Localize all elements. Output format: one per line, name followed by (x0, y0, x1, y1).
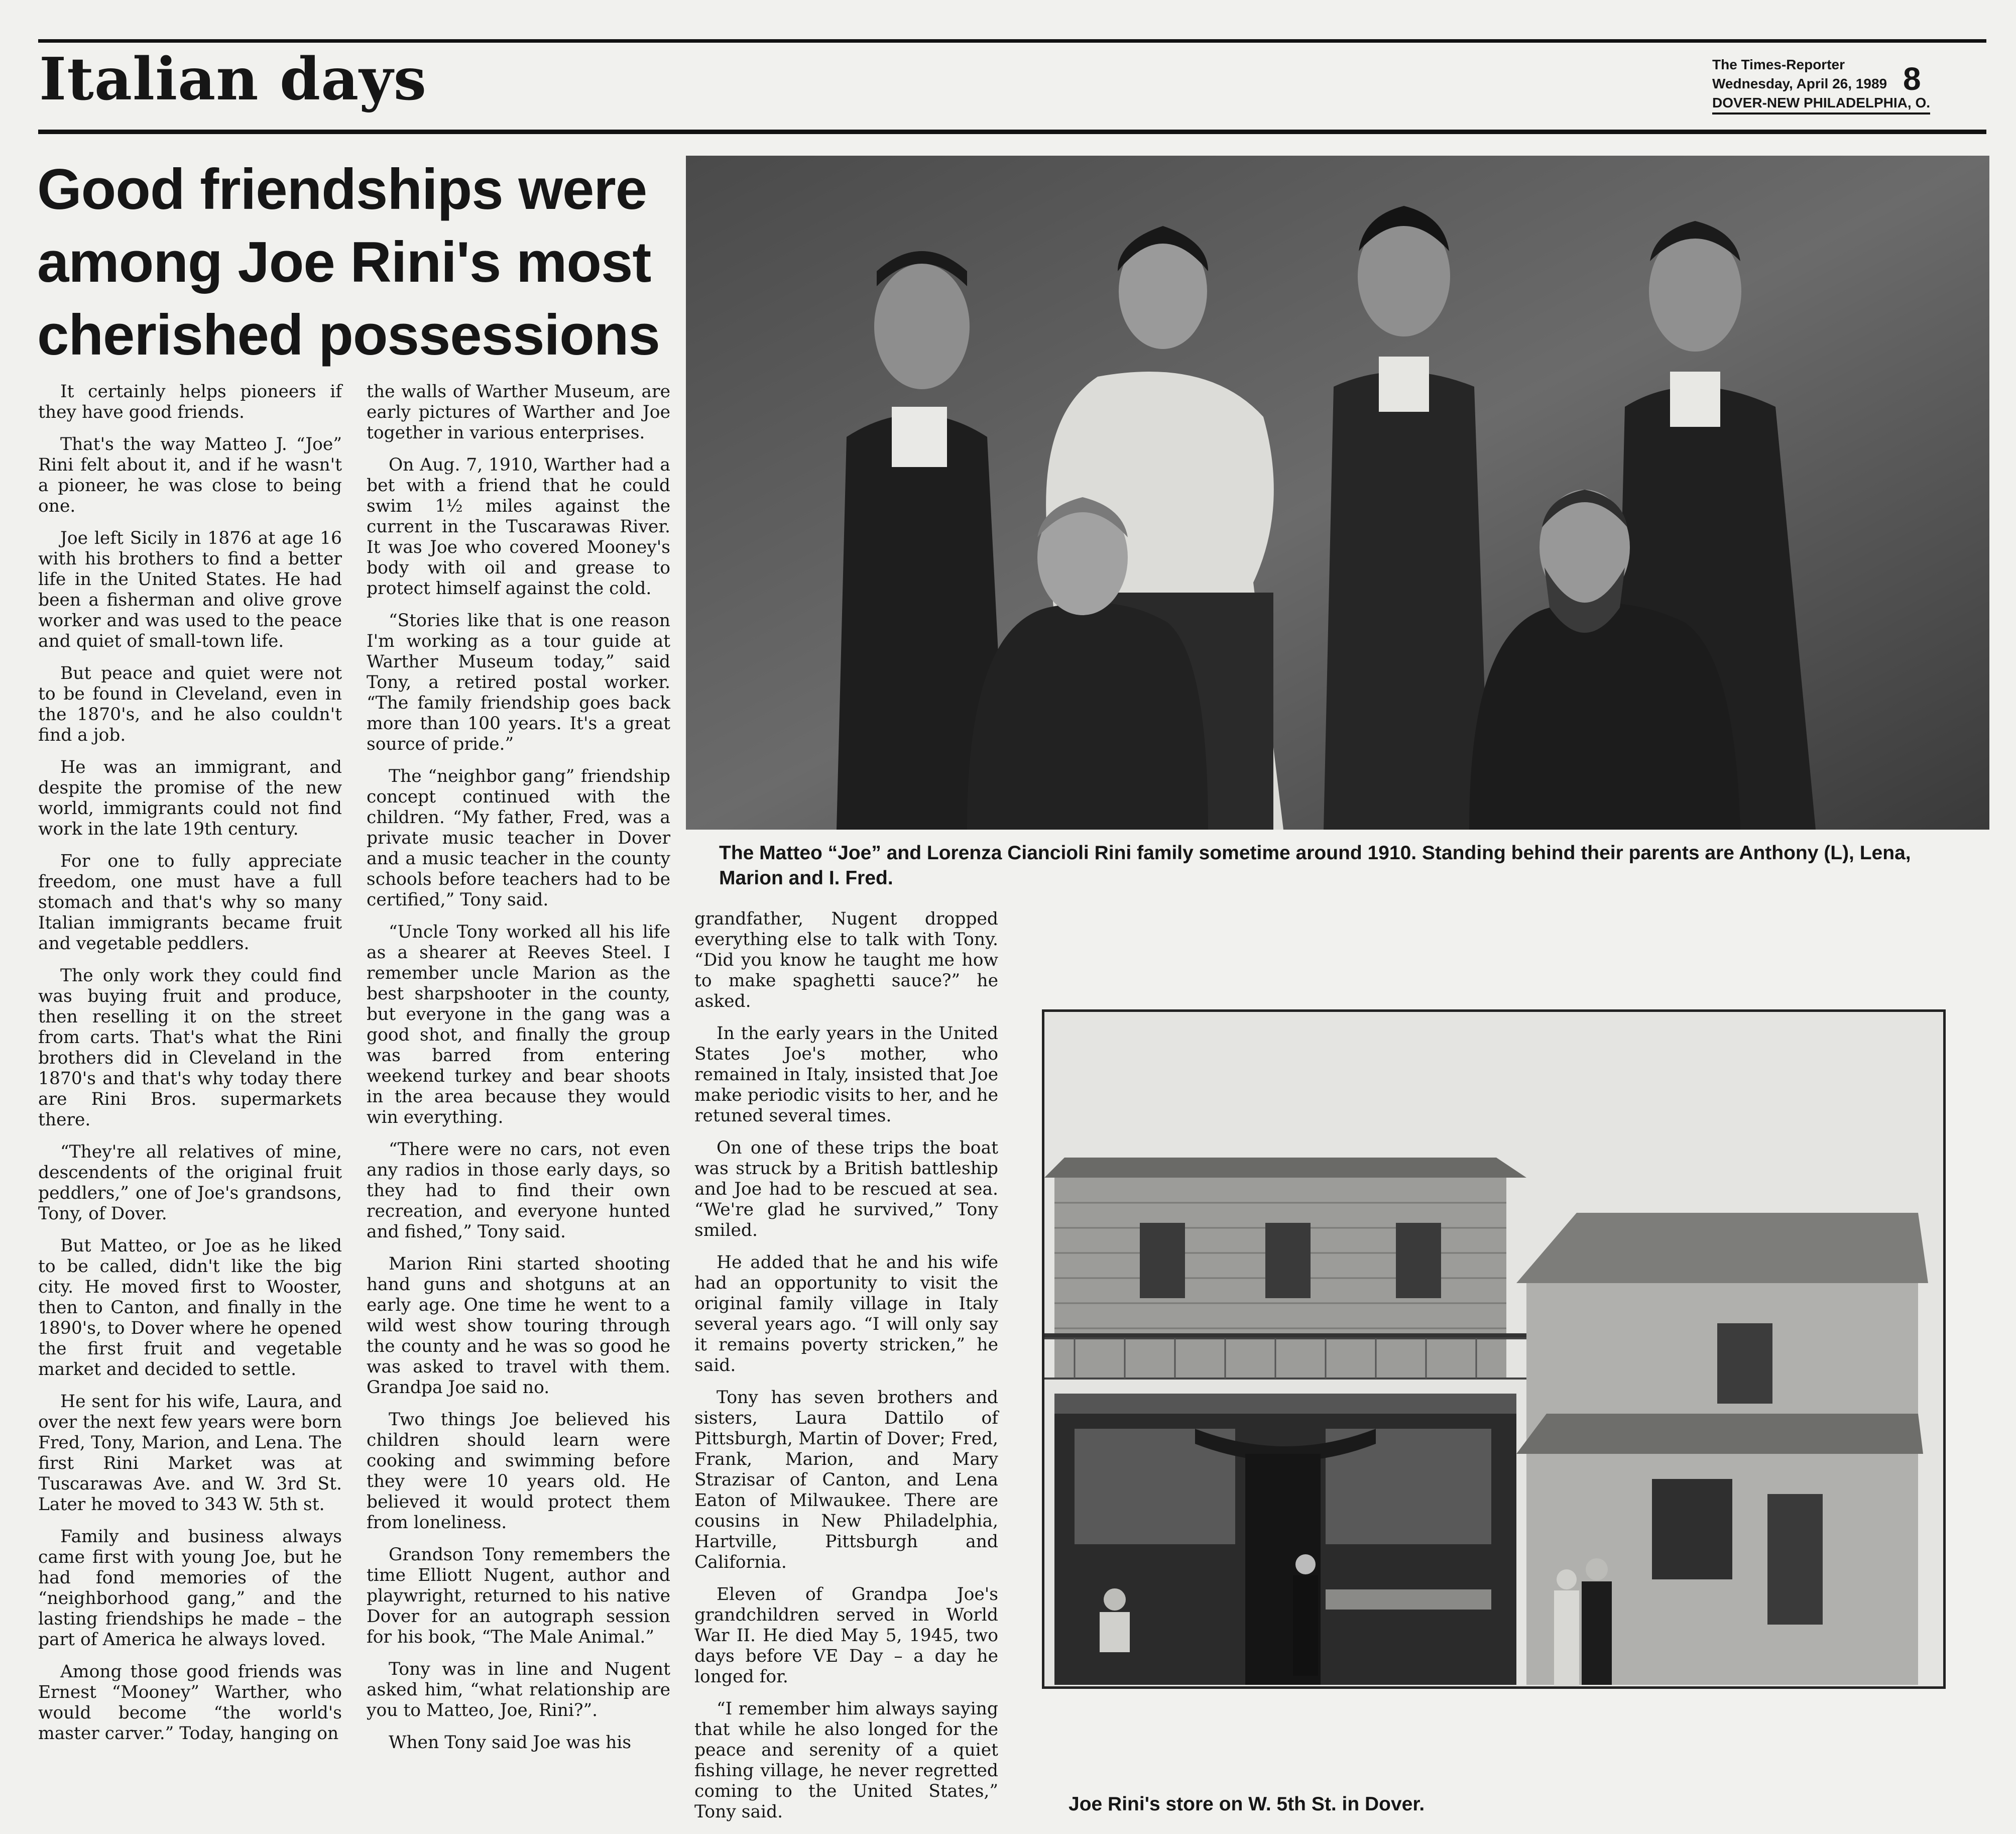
paragraph: On Aug. 7, 1910, Warther had a bet with a friend that he could swim 1½ miles against the current in the Tuscarawas River. It was Joe who covered Mooney's body with oil and grease to protect himself against the cold. (367, 455, 670, 599)
paragraph: That's the way Matteo J. “Joe” Rini felt about it, and if he wasn't a pioneer, he was close to being one. (38, 434, 342, 516)
article-column-3 (694, 909, 998, 1834)
paragraph: “Uncle Tony worked all his life as a shearer at Reeves Steel. I remember uncle Marion as the best sharpshooter in the county, but everyone in the gang was a good shot, and finally the group was barred from entering weekend turkey and bear shoots in the area because they would win everything. (367, 922, 670, 1127)
header-rule (38, 130, 1986, 134)
paragraph: He added that he and his wife had an opportunity to visit the original family village in Italy several years ago. “I will only say it remains poverty stricken,” he said. (694, 1252, 998, 1375)
paragraph: The only work they could find was buying fruit and produce, then reselling it on the street from carts. That's what the Rini brothers did in Cleveland in the 1870's and that's why today there are Rini Bros. supermarkets there. (38, 966, 342, 1130)
paragraph: Tony was in line and Nugent asked him, “what relationship are you to Matteo, Joe, Rini?”. (367, 1659, 670, 1721)
dateline-city: DOVER-NEW PHILADELPHIA, O. (1712, 93, 1930, 114)
paragraph: “Stories like that is one reason I'm working as a tour guide at Warther Museum today,” said Tony, a retired postal worker. “The family friendship goes back more than 100 years. It's a great source of pride.” (367, 611, 670, 754)
paragraph: Tony has seven brothers and sisters, Laura Dattilo of Pittsburgh, Martin of Dover; Fred, Frank, Marion, and Mary Strazisar of Canton, and Lena Eaton of Milwaukee. There are cousins in New Philadelphia, Hartville, Pittsburgh and California. (694, 1388, 998, 1572)
article-column-2 (367, 382, 670, 1765)
paragraph: “There were no cars, not even any radios in those early days, so they had to find their own recreation, and everyone hunted and fished,” Tony said. (367, 1139, 670, 1242)
section-title: Italian days (39, 45, 427, 113)
store-illustration (1044, 1012, 1943, 1686)
paragraph: It certainly helps pioneers if they have good friends. (38, 382, 342, 422)
paragraph: Grandson Tony remembers the time Elliott Nugent, author and playwright, returned to his native Dover for an autograph session for his book, “The Male Animal.” (367, 1545, 670, 1647)
paragraph: In the early years in the United States Joe's mother, who remained in Italy, insisted that Joe make periodic visits to her, and he retuned several times. (694, 1023, 998, 1126)
family-portrait-illustration (686, 156, 1989, 830)
paragraph: grandfather, Nugent dropped everything else to talk with Tony. “Did you know he taught me how to make spaghetti sauce?” he asked. (694, 909, 998, 1011)
masthead (1712, 55, 1933, 114)
paragraph: He sent for his wife, Laura, and over the next few years were born Fred, Tony, Marion, and Lena. The first Rini Market was at Tuscarawas Ave. and W. 3rd St. Later he moved to 343 W. 5th st. (38, 1392, 342, 1515)
page-number: 8 (1903, 61, 1921, 97)
paragraph: But peace and quiet were not to be found in Cleveland, even in the 1870's, and he also couldn't find a job. (38, 663, 342, 745)
headline: Good friendships were among Joe Rini's most cherished possessions (37, 158, 660, 367)
paragraph: “They're all relatives of mine, descendents of the original fruit peddlers,” one of Joe's grandsons, Tony, of Dover. (38, 1142, 342, 1224)
paragraph: He was an immigrant, and despite the promise of the new world, immigrants could not find work in the late 19th century. (38, 757, 342, 839)
paragraph: Joe left Sicily in 1876 at age 16 with his brothers to find a better life in the United States. He had been a fisherman and olive grove worker and was used to the peace and quiet of small-town life. (38, 528, 342, 651)
paragraph: Eleven of Grandpa Joe's grandchildren served in World War II. He died May 5, 1945, two days before VE Day – a day he longed for. (694, 1584, 998, 1687)
store-photo-caption: Joe Rini's store on W. 5th St. in Dover. (1069, 1793, 1425, 1815)
paragraph: Family and business always came first with young Joe, but he had fond memories of the “neighborhood gang,” and the lasting friendships he made – the part of America he always loved. (38, 1527, 342, 1650)
issue-date: Wednesday, April 26, 1989 (1712, 76, 1887, 91)
paragraph: On one of these trips the boat was struck by a British battleship and Joe had to be rescued at sea. “We're glad he survived,” Tony smiled. (694, 1138, 998, 1240)
paragraph: For one to fully appreciate freedom, one must have a full stomach and that's why so many Italian immigrants became fruit and vegetable peddlers. (38, 851, 342, 954)
paragraph: Marion Rini started shooting hand guns and shotguns at an early age. One time he went to a wild west show touring through the county and he was so good he was asked to travel with them. Grandpa Joe said no. (367, 1254, 670, 1398)
top-rule (38, 39, 1986, 43)
paragraph: the walls of Warther Museum, are early pictures of Warther and Joe together in various enterprises. (367, 382, 670, 443)
paragraph: Among those good friends was Ernest “Mooney” Warther, who would become “the world's master carver.” Today, hanging on (38, 1662, 342, 1744)
paragraph: “I remember him always saying that while he also longed for the peace and serenity of a quiet fishing village, he never regretted coming to the United States,” Tony said. (694, 1699, 998, 1822)
paper-name: The Times-Reporter (1712, 57, 1845, 72)
paragraph: When Tony said Joe was his (389, 1733, 632, 1753)
store-photo (1042, 1009, 1946, 1689)
paragraph: But Matteo, or Joe as he liked to be called, didn't like the big city. He moved first to Wooster, then to Canton, and finally in the 1890's, to Dover where he opened the first fruit and vegetable market and decided to settle. (38, 1236, 342, 1380)
family-portrait-photo (686, 156, 1989, 830)
paragraph: Two things Joe believed his children should learn were cooking and swimming before they were 10 years old. He believed it would protect them from loneliness. (367, 1410, 670, 1533)
family-photo-caption: The Matteo “Joe” and Lorenza Ciancioli Rini family sometime around 1910. Standing behind their parents are Anthony (L), Lena, Marion and I. Fred. (719, 842, 1911, 889)
paragraph: The “neighbor gang” friendship concept continued with the children. “My father, Fred, was a private music teacher in Dover and a music teacher in the county schools before teachers had to be certified,” Tony said. (367, 766, 670, 910)
article-column-1 (38, 382, 342, 1756)
